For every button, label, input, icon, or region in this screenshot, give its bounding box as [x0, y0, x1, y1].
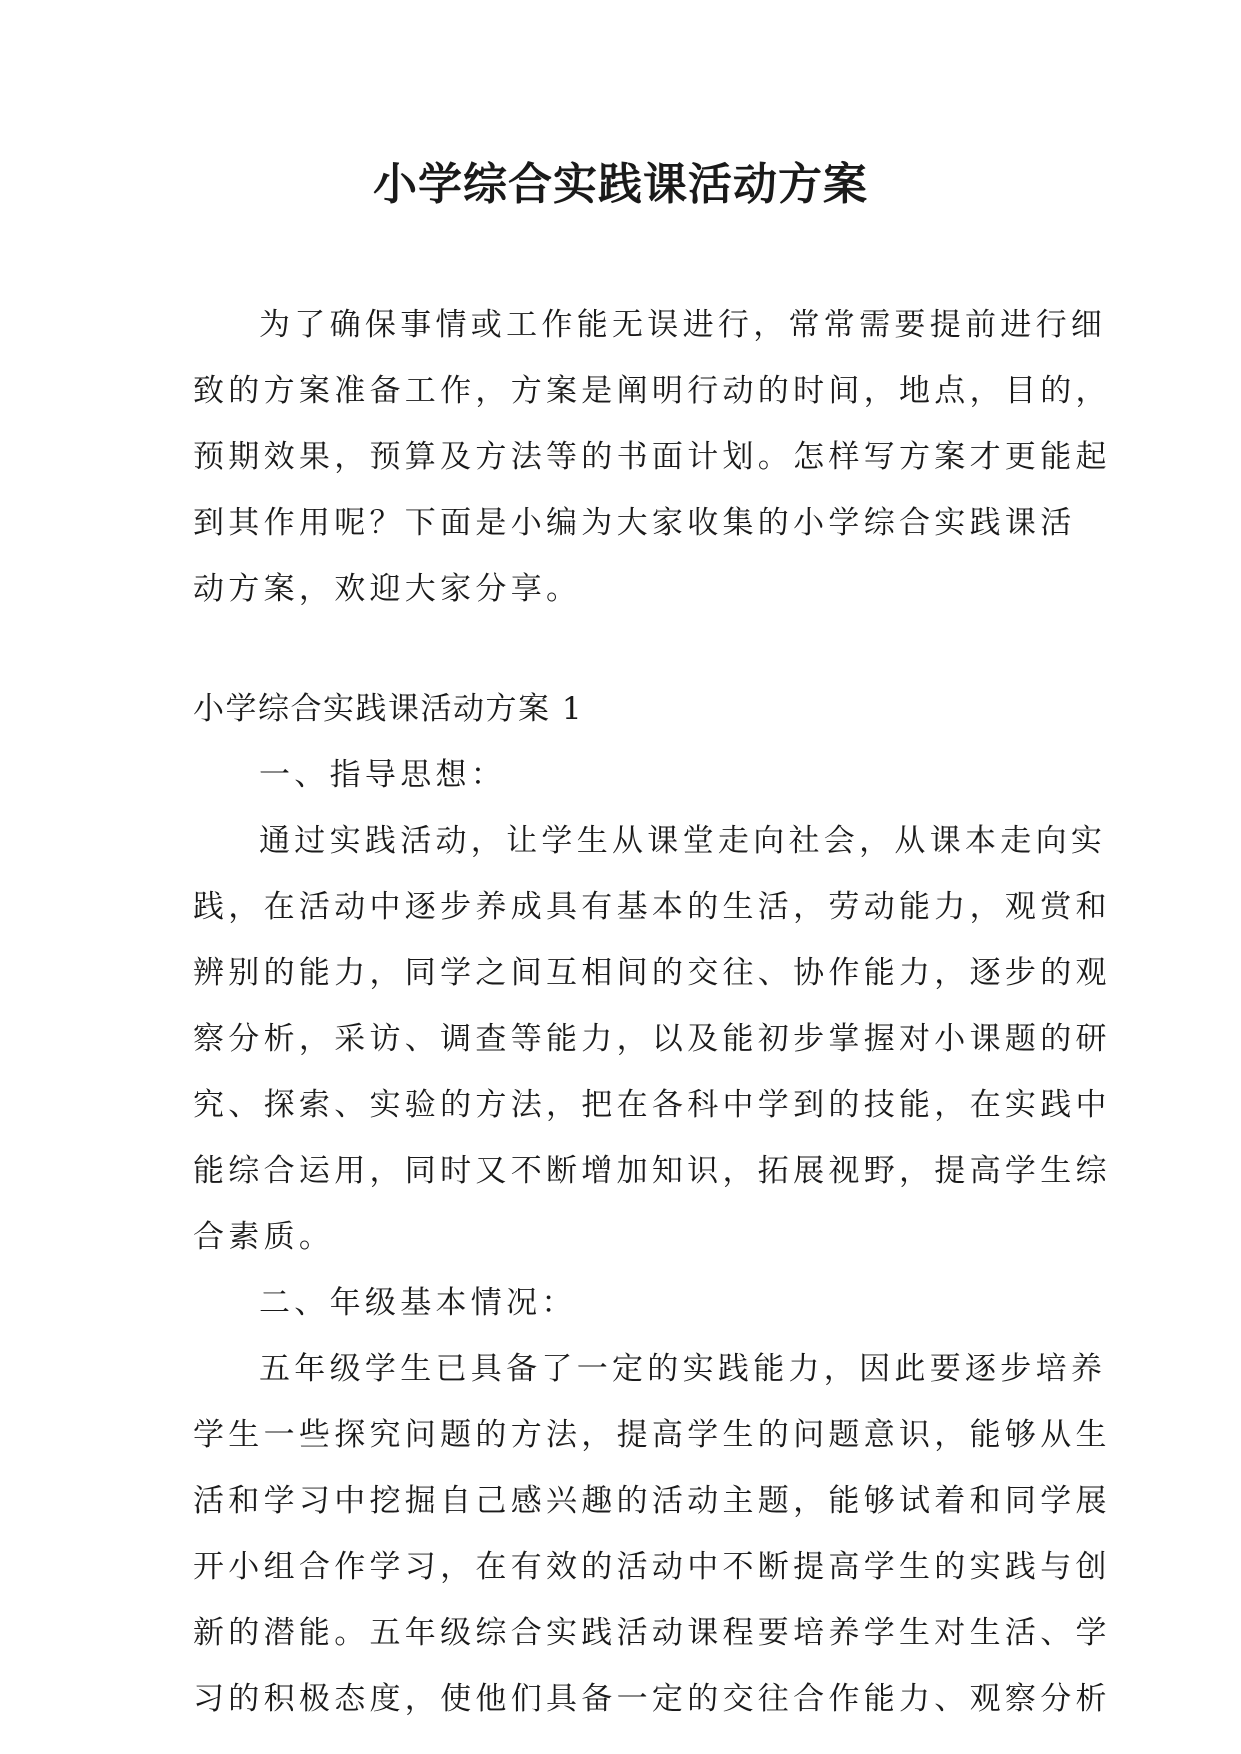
para2-line: 新的潜能。五年级综合实践活动课程要培养学生对生活、学 [193, 1615, 1111, 1651]
intro-line: 动方案，欢迎大家分享。 [193, 571, 582, 607]
section-title: 小学综合实践课活动方案 1 [193, 691, 584, 727]
para2-line: 五年级学生已具备了一定的实践能力，因此要逐步培养 [259, 1351, 1107, 1387]
para2-line: 学生一些探究问题的方法，提高学生的问题意识，能够从生 [193, 1417, 1111, 1453]
intro-line: 预期效果，预算及方法等的书面计划。怎样写方案才更能起 [193, 439, 1111, 475]
para2-line: 活和学习中挖掘自己感兴趣的活动主题，能够试着和同学展 [193, 1483, 1111, 1519]
para2-line: 习的积极态度，使他们具备一定的交往合作能力、观察分析 [193, 1681, 1111, 1717]
intro-line: 到其作用呢？下面是小编为大家收集的小学综合实践课活 [193, 505, 1076, 541]
para1-line: 践，在活动中逐步养成具有基本的生活，劳动能力，观赏和 [193, 889, 1111, 925]
para1-line: 究、探索、实验的方法，把在各科中学到的技能，在实践中 [193, 1087, 1111, 1123]
para1-line: 能综合运用，同时又不断增加知识，拓展视野，提高学生综 [193, 1153, 1111, 1189]
para1-line: 辨别的能力，同学之间互相间的交往、协作能力，逐步的观 [193, 955, 1111, 991]
intro-line: 致的方案准备工作，方案是阐明行动的时间，地点，目的， [193, 373, 1111, 409]
para1-line: 通过实践活动，让学生从课堂走向社会，从课本走向实 [259, 823, 1107, 859]
document-body [193, 292, 1111, 1732]
heading-guiding-ideology: 一、指导思想： [259, 757, 507, 793]
para1-line: 合素质。 [193, 1219, 335, 1255]
para1-line: 察分析，采访、调查等能力，以及能初步掌握对小课题的研 [193, 1021, 1111, 1057]
heading-grade-situation: 二、年级基本情况： [259, 1285, 577, 1321]
paragraph-gap [193, 622, 1058, 676]
para2-line: 开小组合作学习，在有效的活动中不断提高学生的实践与创 [193, 1549, 1111, 1585]
document-title: 小学综合实践课活动方案 [373, 159, 868, 210]
intro-line: 为了确保事情或工作能无误进行，常常需要提前进行细 [259, 307, 1107, 343]
